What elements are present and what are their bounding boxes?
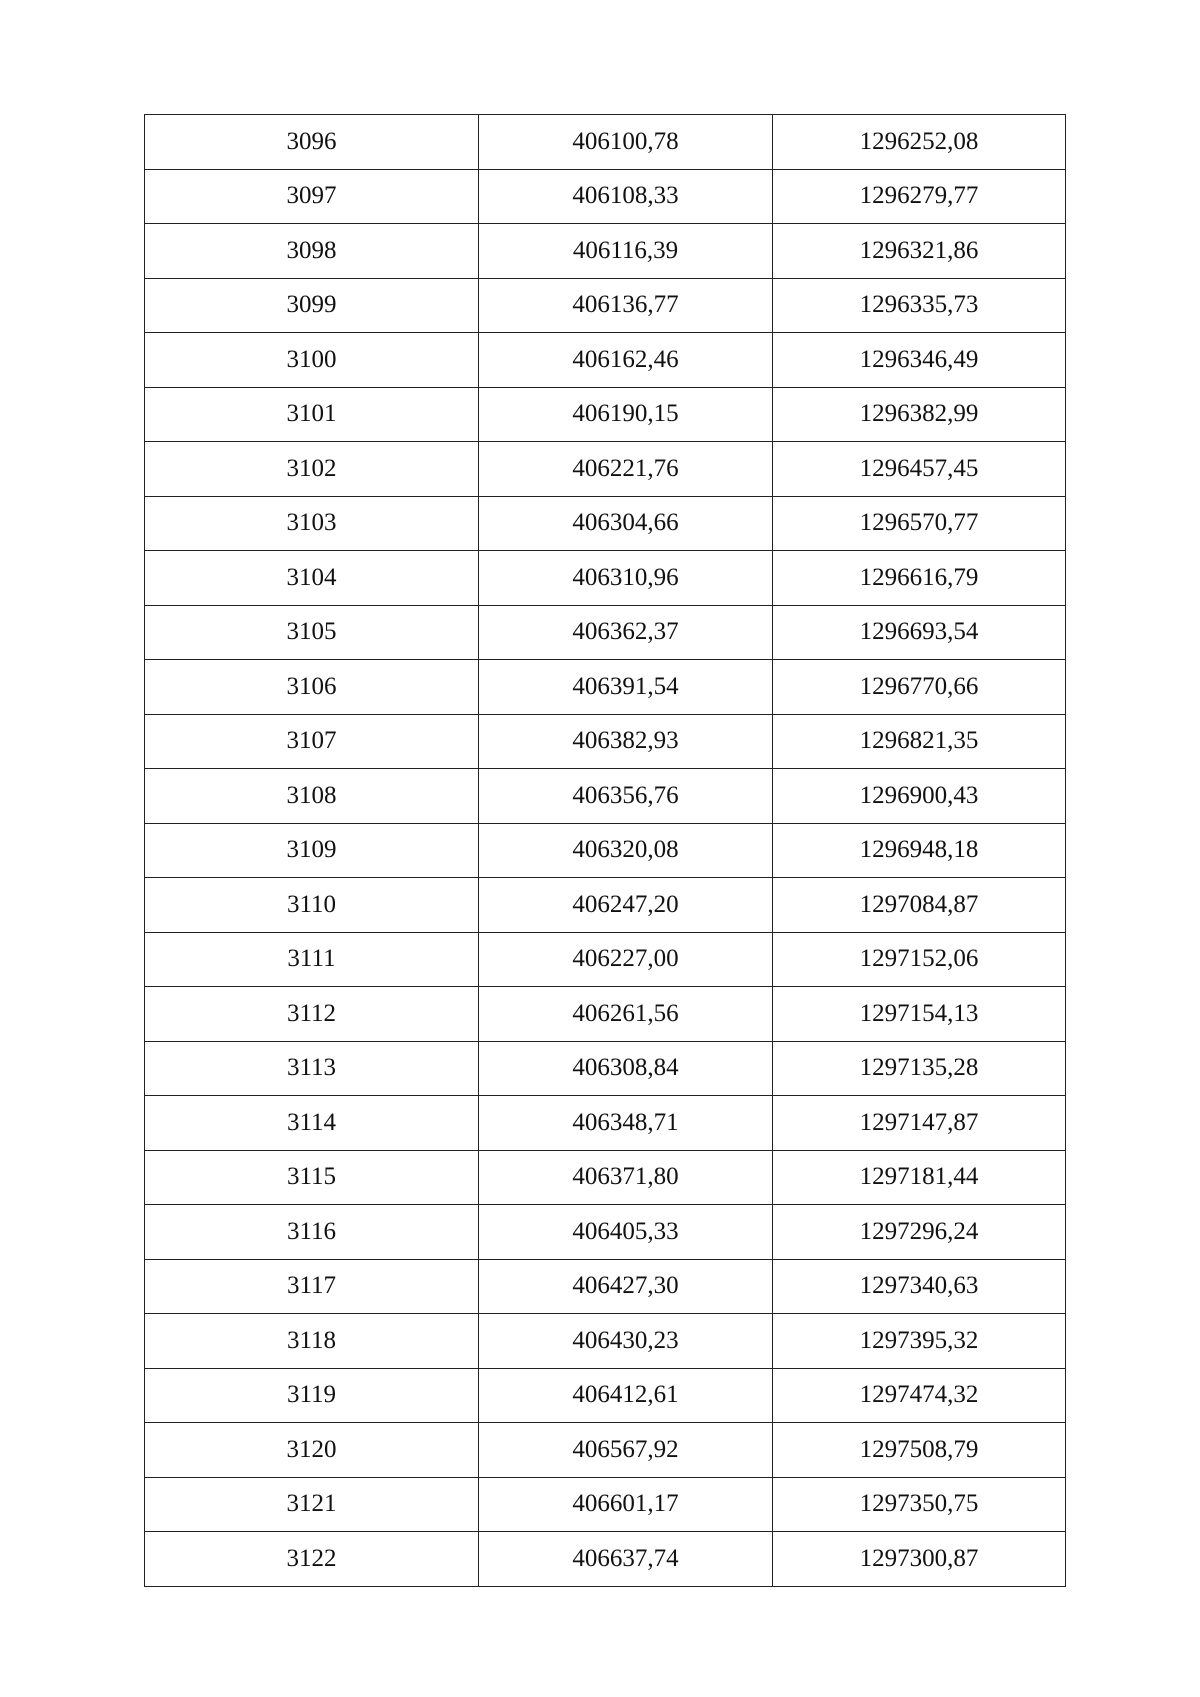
- x-coordinate-cell: 406320,08: [479, 823, 773, 878]
- y-coordinate-cell: 1297350,75: [773, 1477, 1066, 1532]
- point-number-cell: 3102: [145, 442, 479, 497]
- x-coordinate-cell: 406308,84: [479, 1041, 773, 1096]
- y-coordinate-cell: 1296821,35: [773, 714, 1066, 769]
- table-row: [145, 714, 1066, 769]
- point-number-cell: 3116: [145, 1205, 479, 1260]
- table-row: [145, 769, 1066, 824]
- y-coordinate-cell: 1296948,18: [773, 823, 1066, 878]
- point-number-cell: 3110: [145, 878, 479, 933]
- table-row: [145, 115, 1066, 170]
- y-coordinate-cell: 1297296,24: [773, 1205, 1066, 1260]
- table-row: [145, 1314, 1066, 1369]
- point-number-cell: 3103: [145, 496, 479, 551]
- table-row: [145, 660, 1066, 715]
- y-coordinate-cell: 1296457,45: [773, 442, 1066, 497]
- x-coordinate-cell: 406637,74: [479, 1532, 773, 1587]
- table-row: [145, 1041, 1066, 1096]
- point-number-cell: 3118: [145, 1314, 479, 1369]
- x-coordinate-cell: 406190,15: [479, 387, 773, 442]
- point-number-cell: 3105: [145, 605, 479, 660]
- x-coordinate-cell: 406567,92: [479, 1423, 773, 1478]
- table-row: [145, 1150, 1066, 1205]
- y-coordinate-cell: 1297474,32: [773, 1368, 1066, 1423]
- x-coordinate-cell: 406362,37: [479, 605, 773, 660]
- point-number-cell: 3121: [145, 1477, 479, 1532]
- y-coordinate-cell: 1296279,77: [773, 169, 1066, 224]
- table-row: [145, 551, 1066, 606]
- point-number-cell: 3120: [145, 1423, 479, 1478]
- table-row: [145, 1368, 1066, 1423]
- x-coordinate-cell: 406310,96: [479, 551, 773, 606]
- y-coordinate-cell: 1297340,63: [773, 1259, 1066, 1314]
- y-coordinate-cell: 1296252,08: [773, 115, 1066, 170]
- y-coordinate-cell: 1297300,87: [773, 1532, 1066, 1587]
- point-number-cell: 3106: [145, 660, 479, 715]
- point-number-cell: 3098: [145, 224, 479, 279]
- table-row: [145, 169, 1066, 224]
- y-coordinate-cell: 1296335,73: [773, 278, 1066, 333]
- point-number-cell: 3107: [145, 714, 479, 769]
- y-coordinate-cell: 1296346,49: [773, 333, 1066, 388]
- table-row: [145, 878, 1066, 933]
- point-number-cell: 3104: [145, 551, 479, 606]
- point-number-cell: 3115: [145, 1150, 479, 1205]
- y-coordinate-cell: 1296321,86: [773, 224, 1066, 279]
- point-number-cell: 3122: [145, 1532, 479, 1587]
- x-coordinate-cell: 406162,46: [479, 333, 773, 388]
- x-coordinate-cell: 406427,30: [479, 1259, 773, 1314]
- table-row: [145, 823, 1066, 878]
- table-row: [145, 1423, 1066, 1478]
- x-coordinate-cell: 406371,80: [479, 1150, 773, 1205]
- y-coordinate-cell: 1297147,87: [773, 1096, 1066, 1151]
- table-row: [145, 278, 1066, 333]
- point-number-cell: 3108: [145, 769, 479, 824]
- point-number-cell: 3111: [145, 932, 479, 987]
- point-number-cell: 3113: [145, 1041, 479, 1096]
- y-coordinate-cell: 1297084,87: [773, 878, 1066, 933]
- point-number-cell: 3101: [145, 387, 479, 442]
- coordinates-table: [144, 114, 1066, 1587]
- table-row: [145, 932, 1066, 987]
- x-coordinate-cell: 406227,00: [479, 932, 773, 987]
- point-number-cell: 3117: [145, 1259, 479, 1314]
- table-row: [145, 1532, 1066, 1587]
- y-coordinate-cell: 1297395,32: [773, 1314, 1066, 1369]
- x-coordinate-cell: 406348,71: [479, 1096, 773, 1151]
- y-coordinate-cell: 1297181,44: [773, 1150, 1066, 1205]
- table-row: [145, 333, 1066, 388]
- x-coordinate-cell: 406304,66: [479, 496, 773, 551]
- point-number-cell: 3114: [145, 1096, 479, 1151]
- y-coordinate-cell: 1297135,28: [773, 1041, 1066, 1096]
- y-coordinate-cell: 1296900,43: [773, 769, 1066, 824]
- point-number-cell: 3099: [145, 278, 479, 333]
- table-row: [145, 1477, 1066, 1532]
- x-coordinate-cell: 406412,61: [479, 1368, 773, 1423]
- x-coordinate-cell: 406391,54: [479, 660, 773, 715]
- table-row: [145, 605, 1066, 660]
- table-row: [145, 987, 1066, 1042]
- coordinates-table-body: [145, 115, 1066, 1587]
- point-number-cell: 3100: [145, 333, 479, 388]
- y-coordinate-cell: 1297152,06: [773, 932, 1066, 987]
- point-number-cell: 3119: [145, 1368, 479, 1423]
- table-row: [145, 442, 1066, 497]
- x-coordinate-cell: 406247,20: [479, 878, 773, 933]
- x-coordinate-cell: 406356,76: [479, 769, 773, 824]
- point-number-cell: 3109: [145, 823, 479, 878]
- table-row: [145, 1096, 1066, 1151]
- y-coordinate-cell: 1296693,54: [773, 605, 1066, 660]
- x-coordinate-cell: 406405,33: [479, 1205, 773, 1260]
- x-coordinate-cell: 406116,39: [479, 224, 773, 279]
- x-coordinate-cell: 406430,23: [479, 1314, 773, 1369]
- y-coordinate-cell: 1296382,99: [773, 387, 1066, 442]
- table-row: [145, 1205, 1066, 1260]
- x-coordinate-cell: 406601,17: [479, 1477, 773, 1532]
- y-coordinate-cell: 1296570,77: [773, 496, 1066, 551]
- table-row: [145, 1259, 1066, 1314]
- x-coordinate-cell: 406221,76: [479, 442, 773, 497]
- x-coordinate-cell: 406382,93: [479, 714, 773, 769]
- point-number-cell: 3112: [145, 987, 479, 1042]
- table-row: [145, 496, 1066, 551]
- point-number-cell: 3097: [145, 169, 479, 224]
- table-row: [145, 224, 1066, 279]
- point-number-cell: 3096: [145, 115, 479, 170]
- x-coordinate-cell: 406136,77: [479, 278, 773, 333]
- x-coordinate-cell: 406100,78: [479, 115, 773, 170]
- y-coordinate-cell: 1297508,79: [773, 1423, 1066, 1478]
- y-coordinate-cell: 1296770,66: [773, 660, 1066, 715]
- x-coordinate-cell: 406108,33: [479, 169, 773, 224]
- x-coordinate-cell: 406261,56: [479, 987, 773, 1042]
- y-coordinate-cell: 1296616,79: [773, 551, 1066, 606]
- table-row: [145, 387, 1066, 442]
- y-coordinate-cell: 1297154,13: [773, 987, 1066, 1042]
